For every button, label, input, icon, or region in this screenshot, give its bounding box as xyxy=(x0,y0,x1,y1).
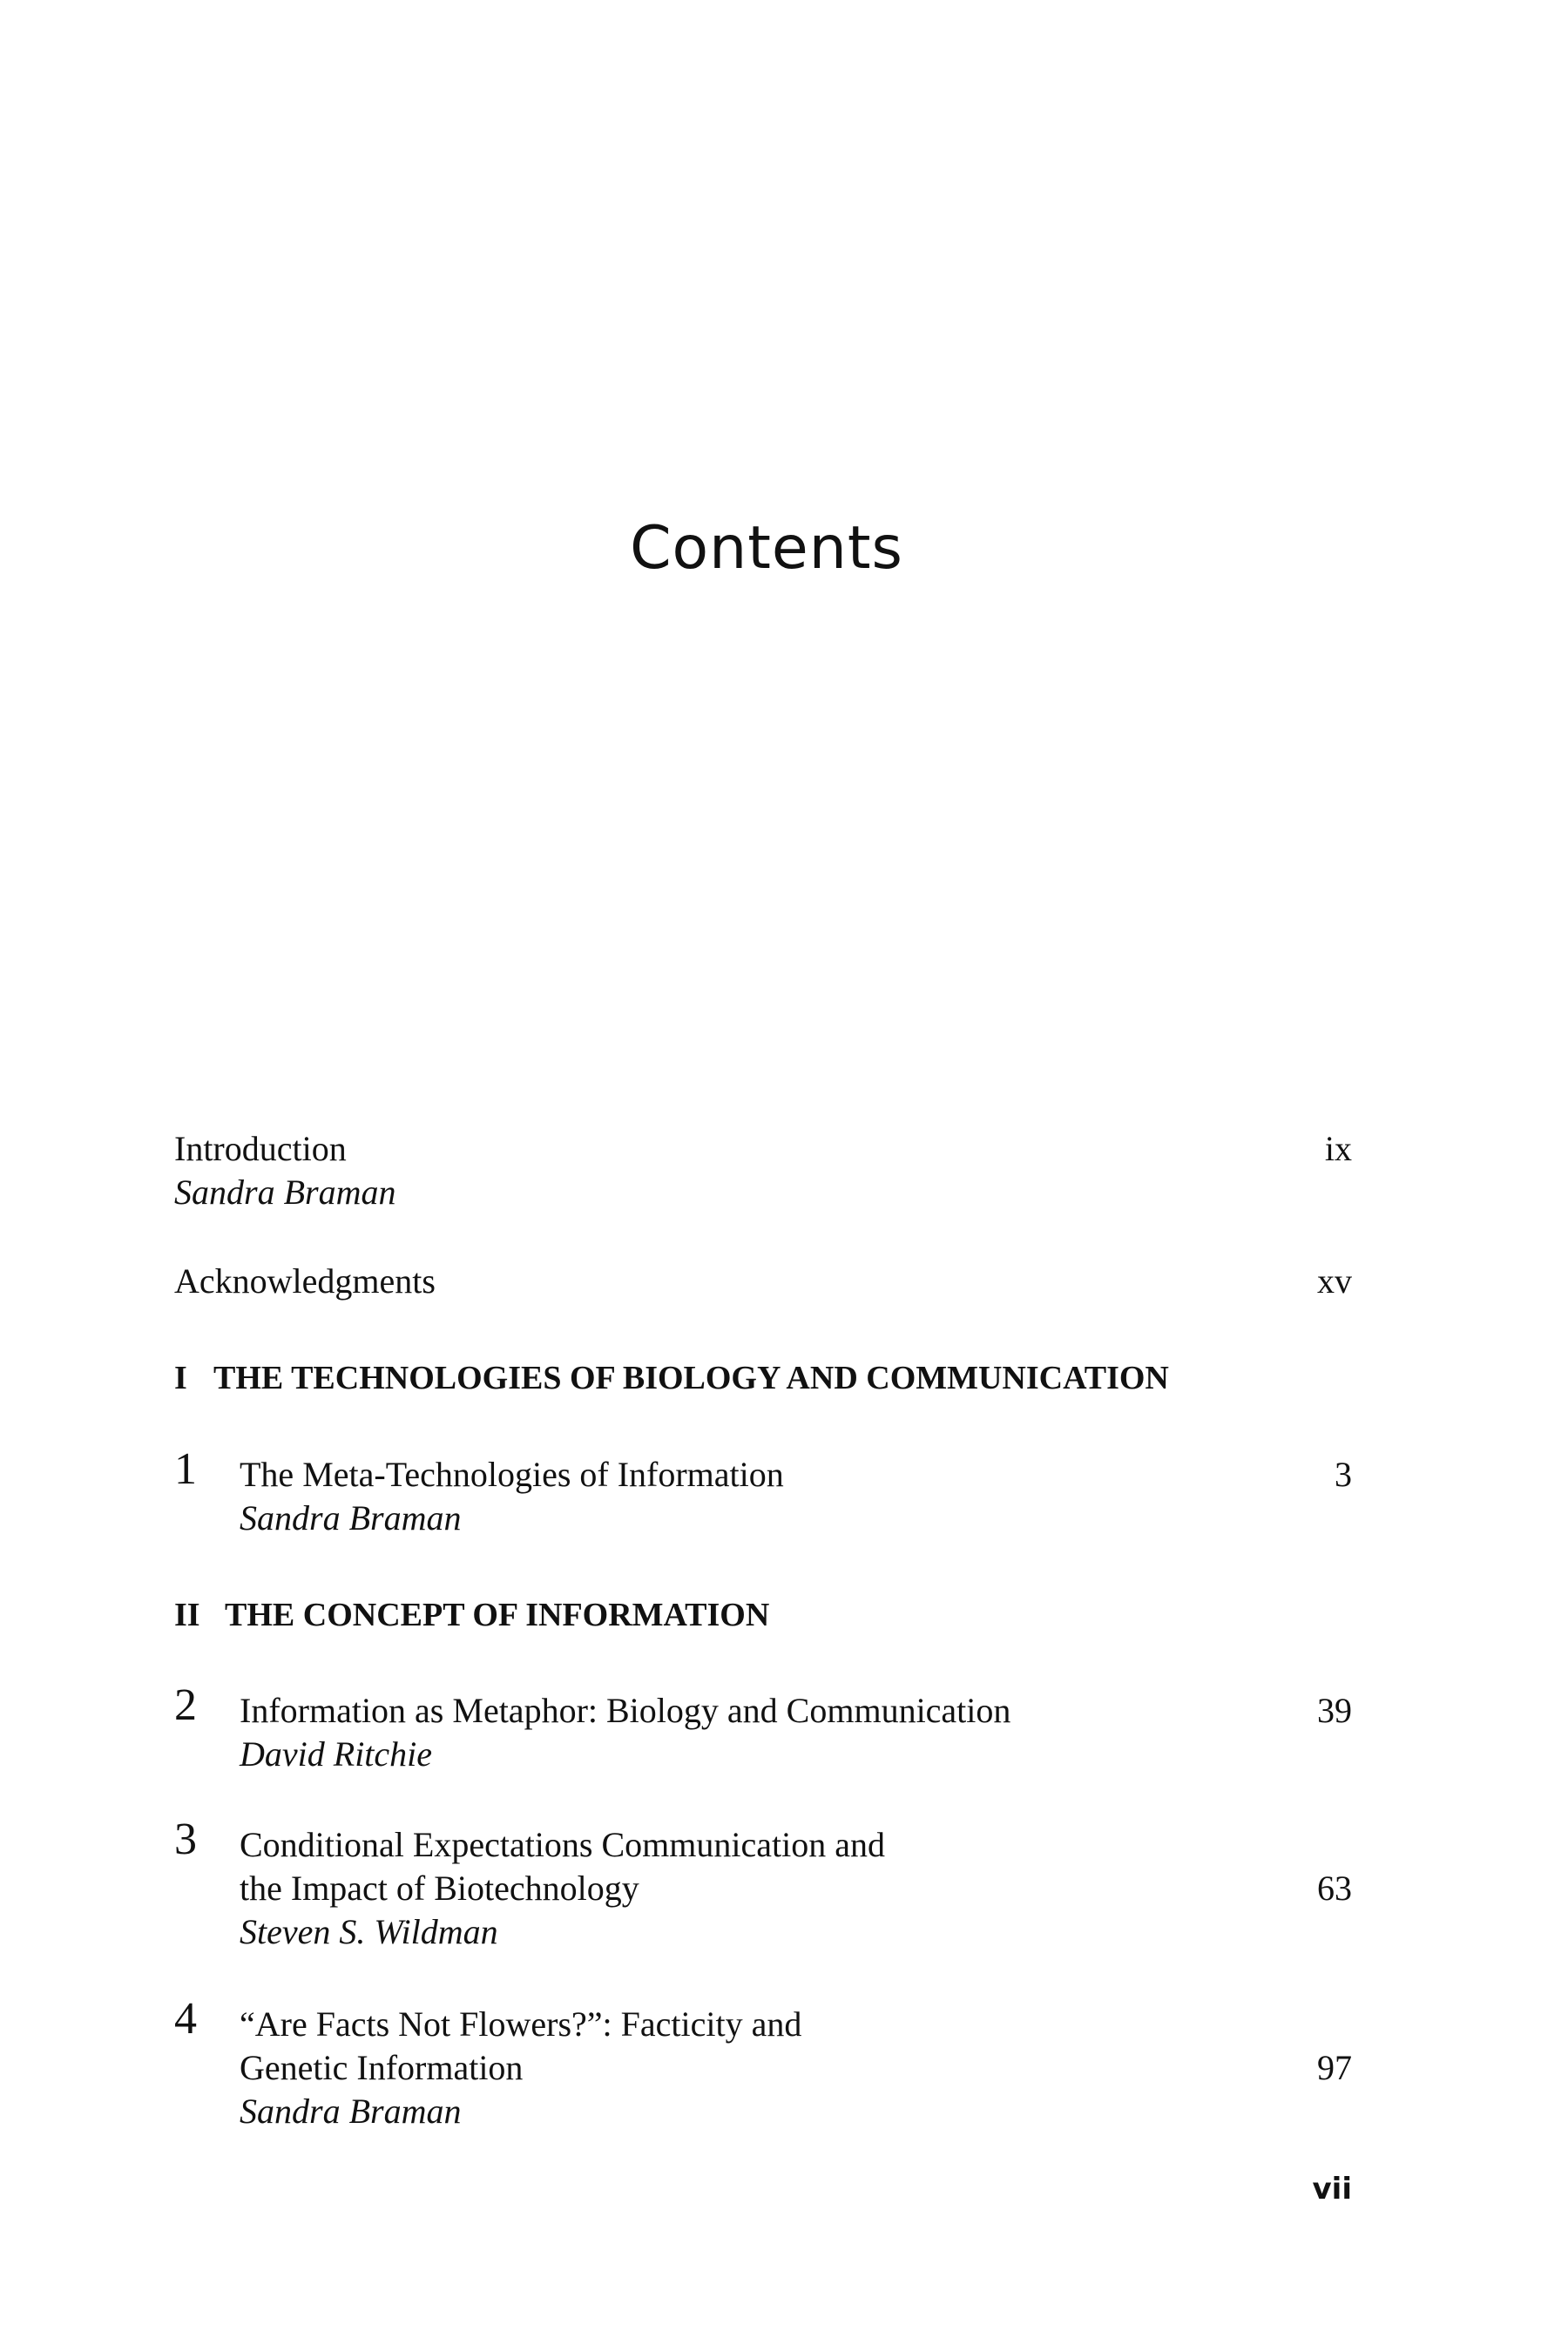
chapter-title: The Meta-Technologies of Information xyxy=(240,1455,784,1494)
part-title: THE CONCEPT OF INFORMATION xyxy=(225,1597,770,1633)
chapter-author: David Ritchie xyxy=(240,1734,433,1774)
toc-entry-page: xv xyxy=(1317,1261,1352,1301)
chapter-title: Conditional Expectations Communication and xyxy=(240,1825,885,1864)
chapter-title: the Impact of Biotechnology xyxy=(240,1869,639,1908)
chapter-title: Information as Metaphor: Biology and Communication xyxy=(240,1691,1011,1730)
toc-entry-page: ix xyxy=(1324,1129,1352,1168)
part-numeral: I xyxy=(174,1360,187,1396)
chapter-number: 2 xyxy=(174,1680,197,1730)
part-numeral: II xyxy=(174,1597,200,1633)
chapter-title: Genetic Information xyxy=(240,2048,524,2087)
chapter-page: 97 xyxy=(1317,2048,1352,2087)
chapter-number: 1 xyxy=(174,1444,197,1494)
toc-entry-author: Sandra Braman xyxy=(174,1173,396,1212)
page-title: Contents xyxy=(630,514,903,583)
toc-entry-title: Introduction xyxy=(174,1129,347,1168)
page-number: vii xyxy=(1312,2172,1352,2207)
chapter-author: Steven S. Wildman xyxy=(240,1912,498,1951)
chapter-number: 4 xyxy=(174,1994,197,2044)
chapter-title: “Are Facts Not Flowers?”: Facticity and xyxy=(240,2004,802,2044)
chapter-author: Sandra Braman xyxy=(240,2092,462,2131)
chapter-page: 3 xyxy=(1335,1455,1352,1494)
chapter-author: Sandra Braman xyxy=(240,1498,462,1538)
chapter-number: 3 xyxy=(174,1815,197,1864)
chapter-page: 63 xyxy=(1317,1869,1352,1908)
part-title: THE TECHNOLOGIES OF BIOLOGY AND COMMUNICATION xyxy=(213,1360,1169,1396)
chapter-page: 39 xyxy=(1317,1691,1352,1730)
toc-entry-title: Acknowledgments xyxy=(174,1261,436,1301)
